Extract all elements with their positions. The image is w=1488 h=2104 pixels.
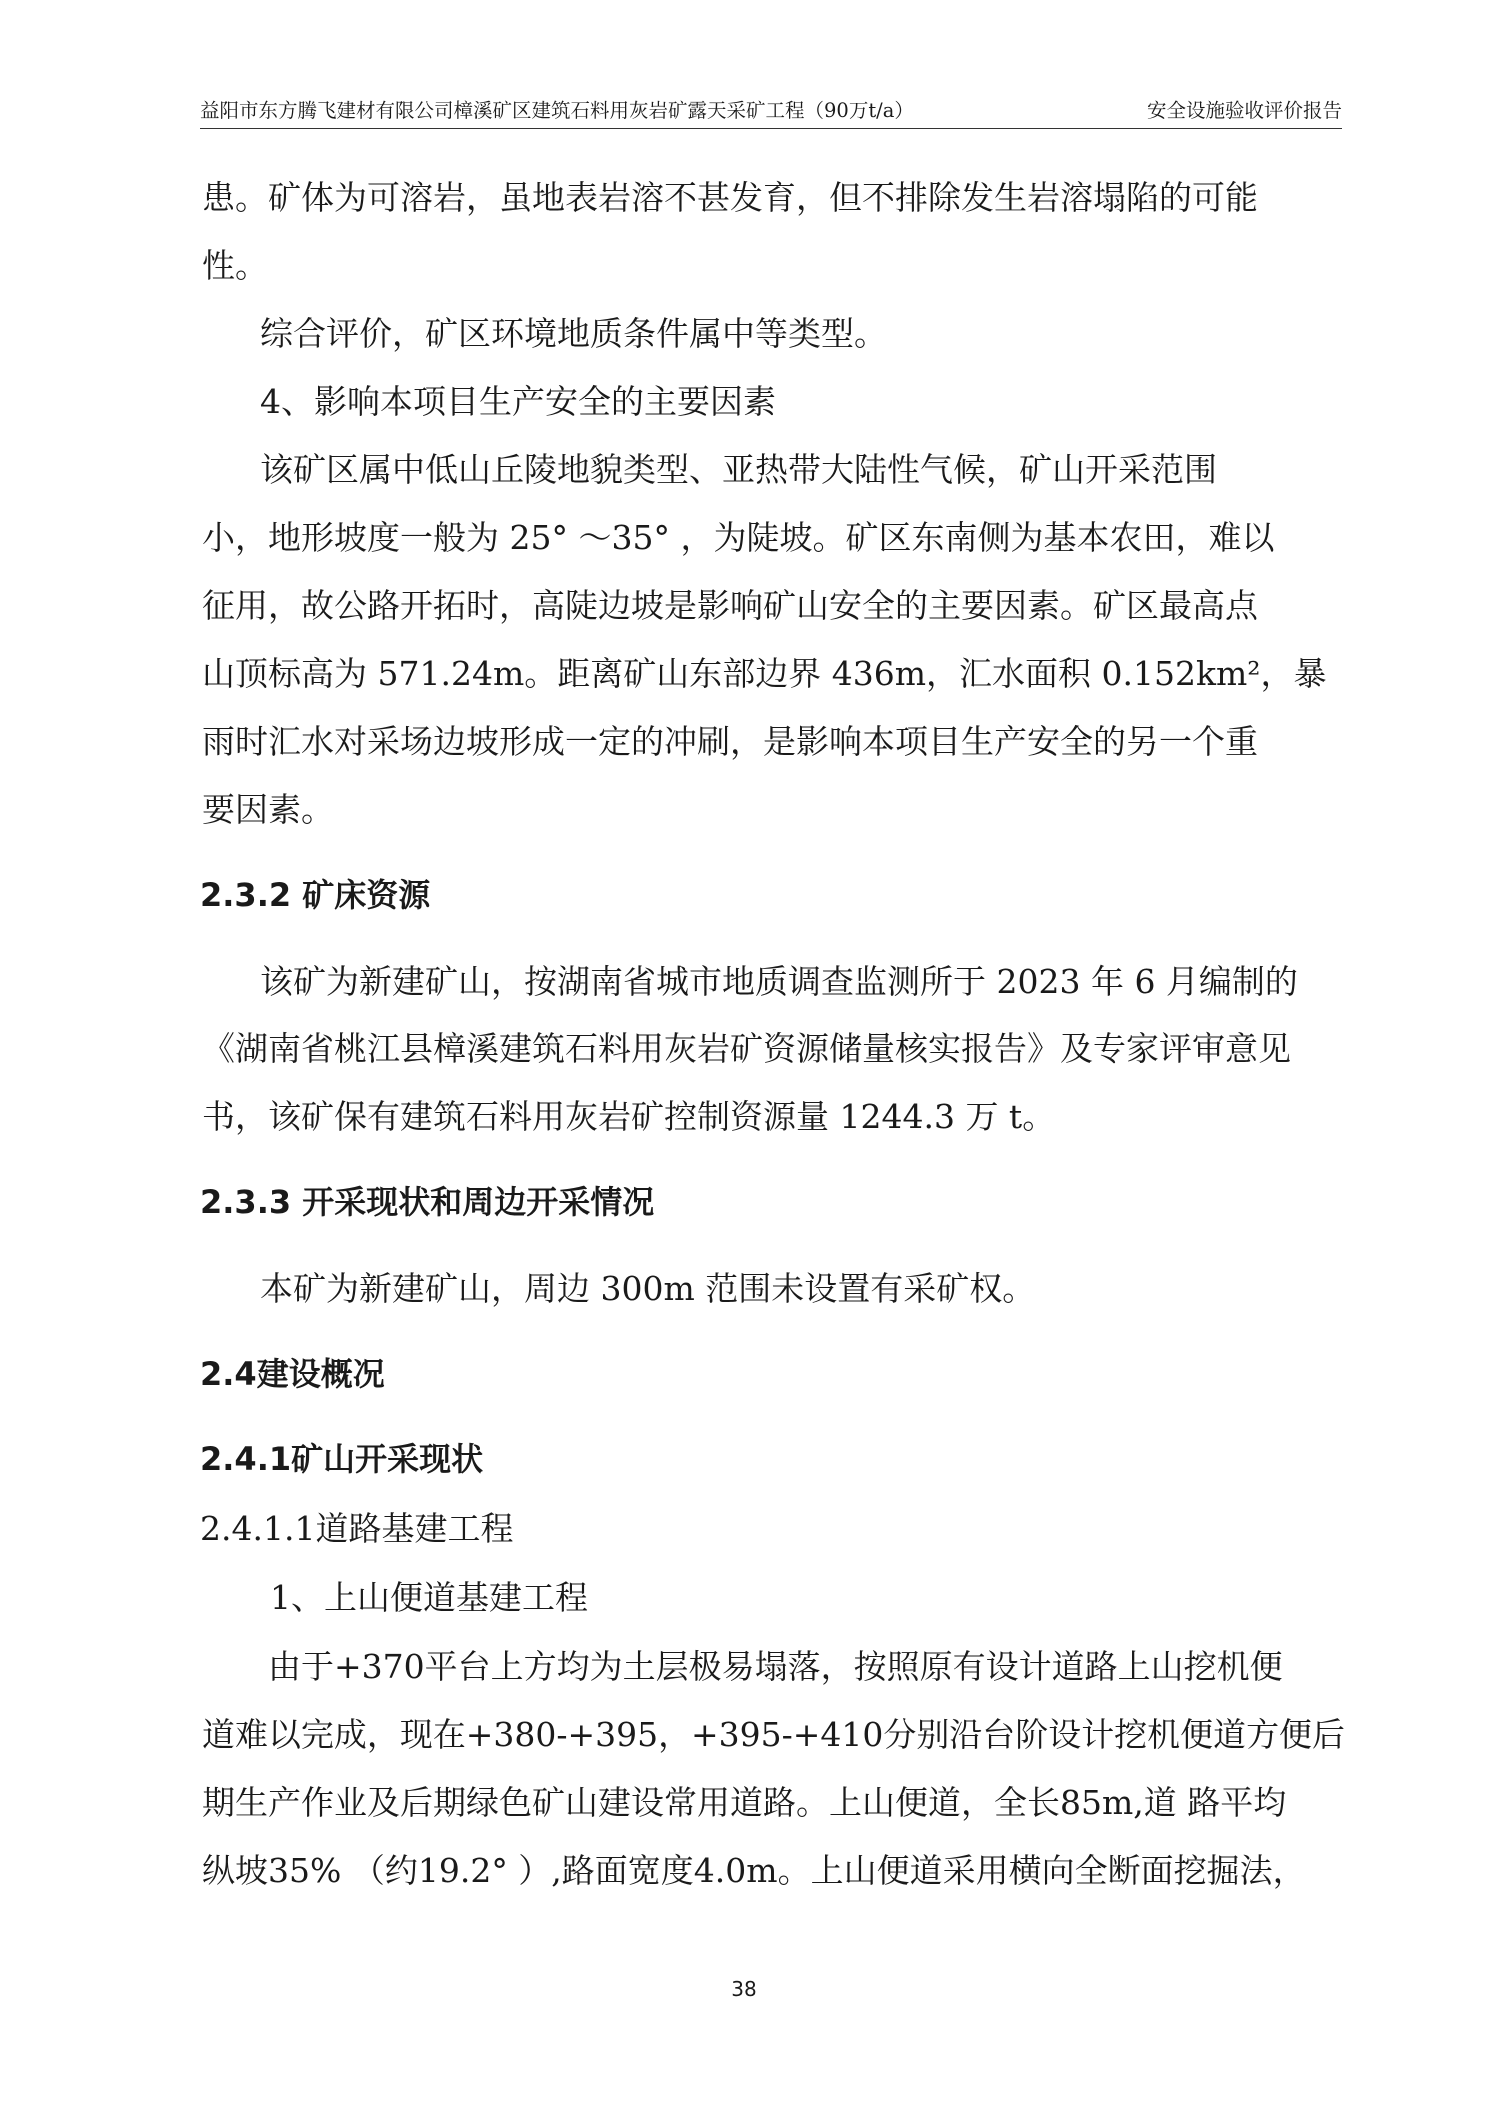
section-heading: 2.3.2 矿床资源 xyxy=(200,876,431,914)
paragraph-line: 患。矿体为可溶岩，虽地表岩溶不甚发育，但不排除发生岩溶塌陷的可能 xyxy=(202,178,1258,217)
paragraph-line: 4、影响本项目生产安全的主要因素 xyxy=(260,382,776,421)
section-heading: 2.3.3 开采现状和周边开采情况 xyxy=(200,1183,655,1221)
paragraph-line: 本矿为新建矿山，周边 300m 范围未设置有采矿权。 xyxy=(260,1269,1036,1308)
paragraph-line: 该矿为新建矿山，按湖南省城市地质调查监测所于 2023 年 6 月编制的 xyxy=(260,962,1298,1001)
header-document-title: 益阳市东方腾飞建材有限公司樟溪矿区建筑石料用灰岩矿露天采矿工程（90万t/a） xyxy=(200,99,914,122)
header-report-type: 安全设施验收评价报告 xyxy=(1146,99,1342,122)
paragraph-line: 性。 xyxy=(202,246,268,285)
section-heading: 2.4建设概况 xyxy=(200,1355,385,1393)
paragraph-line: 该矿区属中低山丘陵地貌类型、亚热带大陆性气候，矿山开采范围 xyxy=(260,450,1217,489)
page-number: 38 xyxy=(731,1977,757,2001)
paragraph-line: 《湖南省桃江县樟溪建筑石料用灰岩矿资源储量核实报告》及专家评审意见 xyxy=(202,1029,1291,1068)
item-heading: 1、上山便道基建工程 xyxy=(270,1578,588,1617)
paragraph-line: 雨时汇水对采场边坡形成一定的冲刷，是影响本项目生产安全的另一个重 xyxy=(202,722,1258,761)
paragraph-line: 山顶标高为 571.24m。距离矿山东部边界 436m，汇水面积 0.152km²，暴 xyxy=(202,654,1327,693)
paragraph-line: 纵坡35% （约19.2° ）,路面宽度4.0m。上山便道采用横向全断面挖掘法， xyxy=(202,1851,1306,1890)
subsection-heading: 2.4.1矿山开采现状 xyxy=(200,1440,484,1478)
paragraph-line: 书，该矿保有建筑石料用灰岩矿控制资源量 1244.3 万 t。 xyxy=(202,1097,1056,1136)
paragraph-line: 要因素。 xyxy=(202,790,334,829)
subsubsection-heading: 2.4.1.1道路基建工程 xyxy=(200,1509,514,1548)
paragraph-line: 小，地形坡度一般为 25° ～35° ，为陡坡。矿区东南侧为基本农田，难以 xyxy=(202,518,1275,557)
paragraph-line: 期生产作业及后期绿色矿山建设常用道路。上山便道，全长85m,道 路平均 xyxy=(202,1783,1287,1822)
paragraph-line: 综合评价，矿区环境地质条件属中等类型。 xyxy=(260,314,887,353)
paragraph-line: 由于+370平台上方均为土层极易塌落，按照原有设计道路上山挖机便 xyxy=(268,1647,1283,1686)
paragraph-line: 征用，故公路开拓时，高陡边坡是影响矿山安全的主要因素。矿区最高点 xyxy=(202,586,1258,625)
page-header xyxy=(200,98,1342,129)
paragraph-line: 道难以完成，现在+380-+395，+395-+410分别沿台阶设计挖机便道方便后 xyxy=(202,1715,1345,1754)
